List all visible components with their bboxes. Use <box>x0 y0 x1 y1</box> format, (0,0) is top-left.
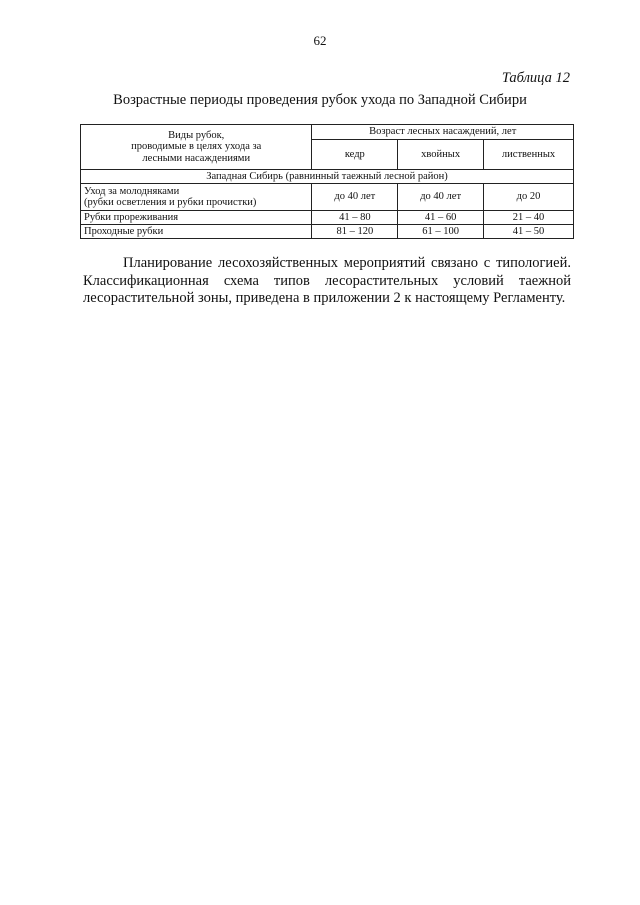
region-label: Западная Сибирь (равнинный таежный лесной район) <box>81 170 574 184</box>
body-paragraph: Планирование лесохозяйственных мероприятий связано с типологией. Классификационная схема типов лесорастительных условий таежной лесорастительной зоны, приведена в приложении 2 к настоящему Регламенту. <box>83 255 571 306</box>
table-row <box>81 225 574 239</box>
table-row <box>81 184 574 211</box>
page-number: 62 <box>313 33 327 48</box>
header-age-group: Возраст лесных насаждений, лет <box>312 125 574 140</box>
table-row <box>81 211 574 225</box>
header-species-cedar: кедр <box>312 139 398 169</box>
header-cutting-kind <box>81 125 312 170</box>
row-cutting-kind: Проходные рубки <box>81 225 312 239</box>
cell-cedar: 81 – 120 <box>312 225 398 239</box>
cell-conifer: до 40 лет <box>398 184 484 211</box>
cell-deciduous: до 20 <box>484 184 574 211</box>
cell-conifer: 41 – 60 <box>398 211 484 225</box>
cell-deciduous: 41 – 50 <box>484 225 574 239</box>
table-header-row <box>81 125 574 140</box>
cell-conifer: 61 – 100 <box>398 225 484 239</box>
row-cutting-kind: Рубки прореживания <box>81 211 312 225</box>
cutting-periods-table <box>80 124 574 239</box>
cell-deciduous: 21 – 40 <box>484 211 574 225</box>
table-label: Таблица 12 <box>501 70 570 86</box>
table-region-row <box>81 170 574 184</box>
cell-cedar: до 40 лет <box>312 184 398 211</box>
header-cutting-kind-line: лесными насаждениями <box>142 152 251 164</box>
header-cutting-kind-line: Виды рубок, <box>168 130 225 142</box>
row-cutting-kind-line: (рубки осветления и рубки прочистки) <box>84 197 257 208</box>
row-cutting-kind-line: Уход за молодняками <box>84 185 180 197</box>
cell-cedar: 41 – 80 <box>312 211 398 225</box>
row-cutting-kind <box>81 184 312 211</box>
header-species-deciduous: лиственных <box>484 139 574 169</box>
header-cutting-kind-line: проводимые в целях ухода за <box>131 141 262 153</box>
table-title: Возрастные периоды проведения рубок ухода по Западной Сибири <box>113 92 527 108</box>
header-species-conifer: хвойных <box>398 139 484 169</box>
